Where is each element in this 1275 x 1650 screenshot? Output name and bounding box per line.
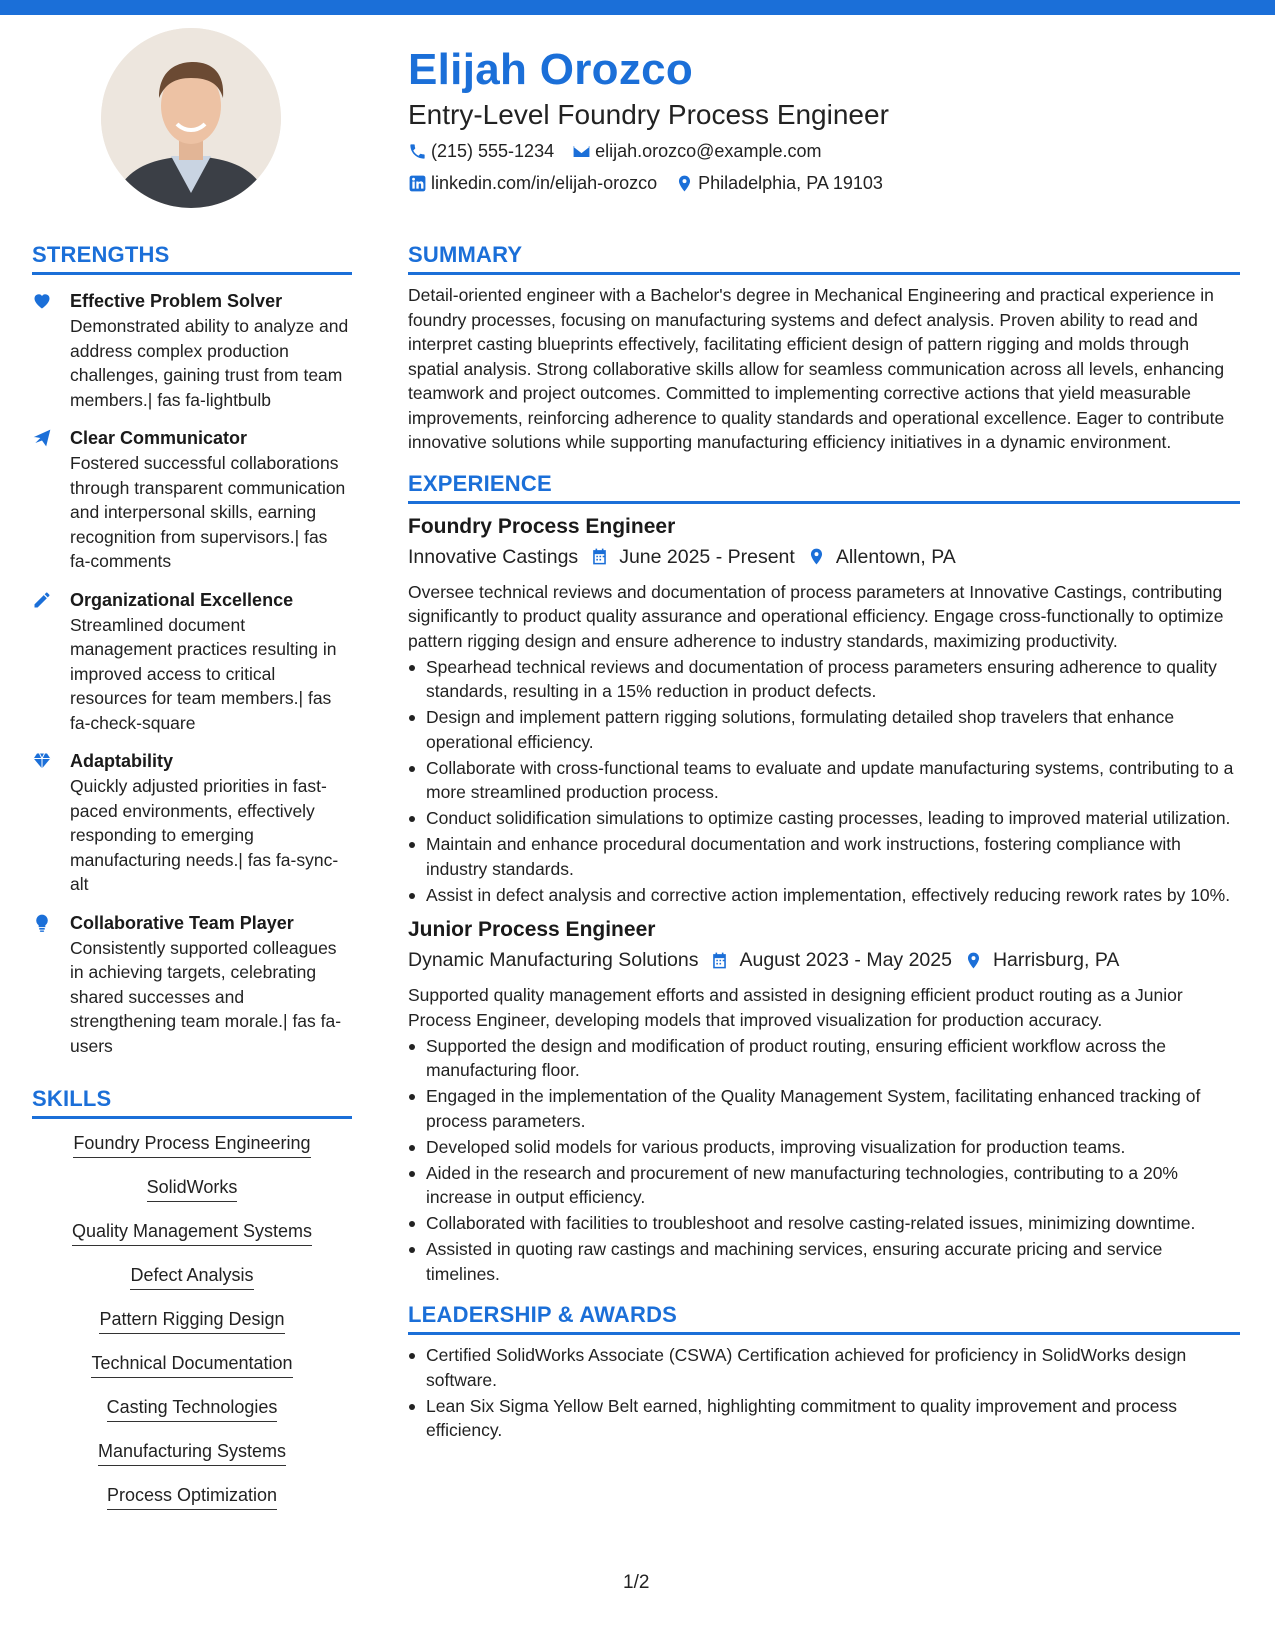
job-company: Dynamic Manufacturing Solutions (408, 949, 699, 971)
candidate-title: Entry-Level Foundry Process Engineer (408, 99, 889, 130)
list-item: Collaborate with cross-functional teams to evaluate and update manufacturing systems, contributing to a more streamlined production process. (408, 756, 1240, 805)
strength-desc: Streamlined document management practices resulting in improved access to critical resources for team members.| fas fa-check-square (70, 614, 337, 733)
leadership-heading: LEADERSHIP & AWARDS (408, 1300, 1240, 1335)
map-pin-icon (964, 951, 983, 970)
linkedin-icon (408, 174, 427, 193)
skills-list (32, 1131, 352, 1510)
heart-icon (32, 291, 52, 311)
skills-heading: SKILLS (32, 1084, 352, 1119)
job-title: Foundry Process Engineer (408, 514, 676, 538)
strength-desc: Quickly adjusted priorities in fast-paced environments, effectively responding to emerging manufacturing needs.| fas fa-sync-alt (70, 776, 339, 894)
strength-item (32, 749, 352, 897)
job-summary: Oversee technical reviews and documentation of process parameters at Innovative Castings, contributing significantly to product quality assurance and operational efficiency. Engage cross-functionally to optimize pattern rigging design and ensure adherence to industry standards, maximizing productivity. (408, 581, 1224, 651)
job-bullets (408, 1034, 1240, 1287)
strength-item (32, 588, 352, 736)
paper-plane-icon (32, 428, 52, 448)
skill-item: Foundry Process Engineering (73, 1131, 310, 1158)
job-entry (408, 915, 1240, 1286)
list-item: Supported the design and modification of product routing, ensuring efficient workflow across the manufacturing floor. (408, 1034, 1240, 1083)
skill-item: Casting Technologies (107, 1395, 278, 1422)
map-pin-icon (807, 547, 826, 566)
skill-item: Process Optimization (107, 1483, 277, 1510)
job-company: Innovative Castings (408, 545, 579, 568)
job-entry (408, 512, 1240, 908)
strength-name: Collaborative Team Player (70, 912, 294, 933)
experience-heading: EXPERIENCE (408, 469, 1240, 504)
contact-linkedin[interactable] (408, 173, 657, 194)
contact-location (675, 173, 883, 194)
list-item: Certified SolidWorks Associate (CSWA) Certification achieved for proficiency in SolidWorks design software. (408, 1343, 1240, 1392)
top-accent-bar (0, 0, 1275, 15)
contact-email[interactable] (572, 141, 821, 162)
strength-name: Organizational Excellence (70, 589, 294, 610)
gem-icon (32, 751, 52, 771)
strength-name: Adaptability (70, 751, 174, 771)
strength-item (32, 289, 352, 412)
skill-item: Technical Documentation (91, 1351, 292, 1378)
phone-icon (408, 142, 427, 161)
page-number: 1/2 (623, 1572, 650, 1593)
strength-desc: Consistently supported colleagues in achieving targets, celebrating shared successes and strengthening team morale.| fas fa-users (70, 937, 342, 1056)
skill-item: Quality Management Systems (72, 1219, 312, 1246)
strength-name: Clear Communicator (70, 428, 248, 448)
list-item: Aided in the research and procurement of new manufacturing technologies, contributing to a 20% increase in output efficiency. (408, 1161, 1240, 1210)
contact-row-1 (408, 136, 1238, 166)
strength-desc: Demonstrated ability to analyze and address complex production challenges, gaining trust from team members.| fas fa-lightbulb (70, 316, 349, 410)
job-bullets (408, 655, 1240, 908)
calendar-icon (590, 547, 609, 566)
linkedin-link[interactable]: linkedin.com/in/elijah-orozco (431, 172, 658, 193)
list-item: Lean Six Sigma Yellow Belt earned, highlighting commitment to quality improvement and process efficiency. (408, 1394, 1240, 1443)
job-meta (408, 945, 1240, 975)
job-summary: Supported quality management efforts and assisted in designing efficient product routing as a Junior Process Engineer, developing models that improved visualization for production accuracy. (408, 985, 1183, 1030)
calendar-icon (710, 951, 729, 970)
location-text: Philadelphia, PA 19103 (698, 172, 883, 193)
left-column (32, 240, 352, 1527)
job-dates: June 2025 - Present (619, 545, 795, 568)
lightbulb-icon (32, 913, 52, 933)
summary-heading: SUMMARY (408, 240, 1240, 275)
contact-row-2 (408, 168, 1238, 198)
resume-header (408, 42, 1238, 198)
skill-item: Defect Analysis (130, 1263, 253, 1290)
list-item: Conduct solidification simulations to optimize casting processes, leading to improved material utilization. (408, 806, 1240, 831)
strength-name: Effective Problem Solver (70, 291, 283, 311)
envelope-icon (572, 142, 591, 161)
strength-item (32, 911, 352, 1059)
phone-text: (215) 555-1234 (431, 140, 555, 161)
list-item: Developed solid models for various products, improving visualization for production teams. (408, 1135, 1240, 1160)
strength-item (32, 426, 352, 574)
job-meta (408, 542, 1240, 572)
list-item: Assisted in quoting raw castings and machining services, ensuring accurate pricing and service timelines. (408, 1237, 1240, 1286)
map-pin-icon (675, 174, 694, 193)
profile-photo (101, 28, 281, 208)
list-item: Spearhead technical reviews and documentation of process parameters ensuring adherence to quality standards, resulting in a 15% reduction in product defects. (408, 655, 1240, 704)
pencil-icon (32, 590, 52, 610)
job-title: Junior Process Engineer (408, 918, 656, 941)
job-dates: August 2023 - May 2025 (739, 949, 952, 971)
list-item: Maintain and enhance procedural documentation and work instructions, fostering compliance with industry standards. (408, 832, 1240, 881)
candidate-name: Elijah Orozco (408, 45, 694, 94)
list-item: Design and implement pattern rigging solutions, formulating detailed shop travelers that enhance operational efficiency. (408, 705, 1240, 754)
list-item: Collaborated with facilities to troubleshoot and resolve casting-related issues, minimizing downtime. (408, 1211, 1240, 1236)
job-location: Harrisburg, PA (992, 949, 1120, 971)
job-location: Allentown, PA (835, 545, 956, 568)
leadership-bullets (408, 1343, 1240, 1443)
list-item: Engaged in the implementation of the Quality Management System, facilitating enhanced tracking of process parameters. (408, 1084, 1240, 1133)
contact-phone (408, 141, 554, 162)
skill-item: Pattern Rigging Design (99, 1307, 284, 1334)
list-item: Assist in defect analysis and corrective action implementation, effectively reducing rework rates by 10%. (408, 883, 1240, 908)
profile-photo-illustration (101, 28, 281, 208)
right-column (408, 240, 1240, 1443)
strength-desc: Fostered successful collaborations through transparent communication and interpersonal skills, earning recognition from supervisors.| fas fa-comments (70, 453, 346, 571)
skill-item: Manufacturing Systems (98, 1439, 286, 1466)
skill-item: SolidWorks (147, 1175, 238, 1202)
summary-text: Detail-oriented engineer with a Bachelor's degree in Mechanical Engineering and practical experience in foundry processes, focusing on manufacturing systems and defect analysis. Proven ability to read and interpret casting blueprints effectively, facilitating efficient design of pattern rigging and molds through spatial analysis. Strong collaborative skills allow for seamless communication across all levels, enhancing teamwork and project outcomes. Committed to implementing corrective actions that yield measurable improvements, reinforcing adherence to quality standards and operational excellence. Eager to contribute innovative solutions while supporting manufacturing efficiency initiatives in a dynamic environment. (408, 285, 1225, 452)
email-link[interactable]: elijah.orozco@example.com (595, 140, 822, 161)
strengths-heading: STRENGTHS (32, 240, 352, 275)
